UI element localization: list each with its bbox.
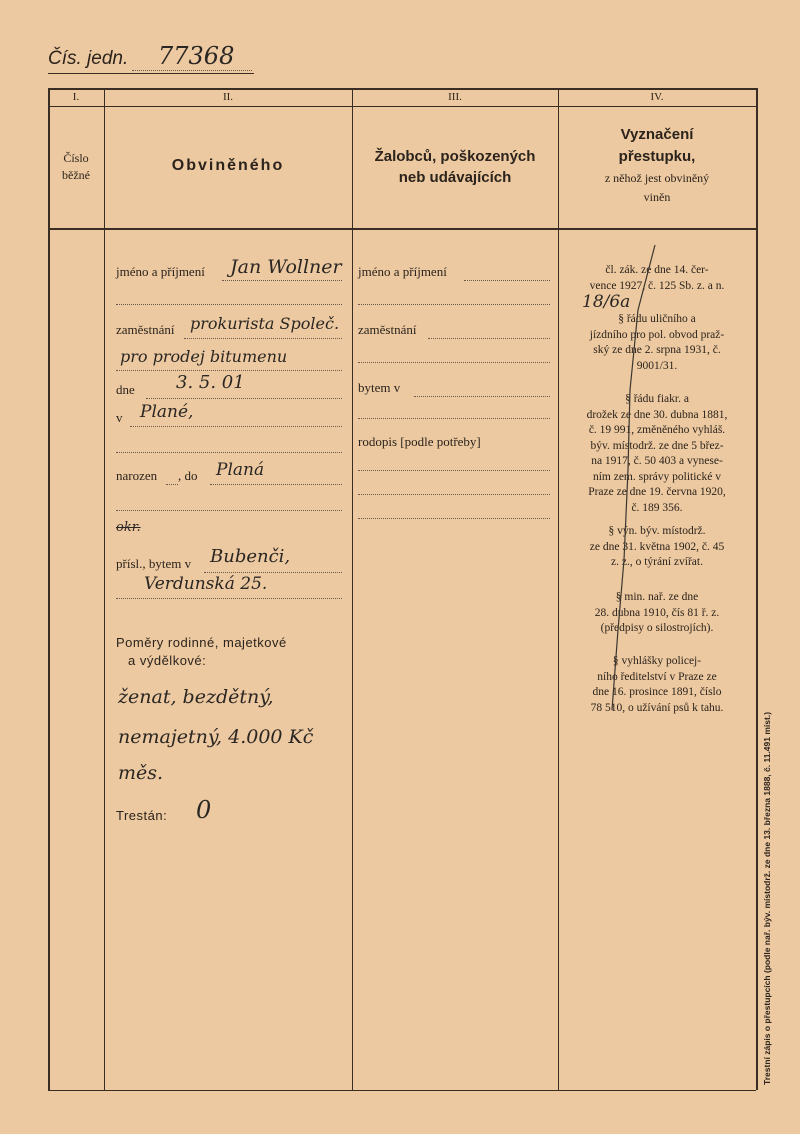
header-bottom-border — [48, 228, 756, 230]
complainant-blank-line-1 — [358, 304, 550, 305]
defendant-place-label: v — [116, 410, 123, 425]
offense-block-2-line3: ský ze dne 2. srpna 1931, č. — [593, 344, 721, 356]
file-number-underline — [48, 73, 254, 74]
defendant-blank-line-1 — [116, 304, 342, 305]
col4-header — [558, 124, 756, 206]
offense-block-3-line1: § řádu fiakr. a — [625, 393, 689, 405]
defendant-blank-line-2 — [116, 452, 342, 453]
table-bottom-border — [48, 1090, 756, 1091]
offense-block-5-line3: (předpisy o silostrojích). — [600, 622, 714, 634]
file-number-value: 77368 — [158, 42, 235, 70]
offense-block-4-line1: § výn. býv. místodrž. — [608, 525, 706, 537]
cancellation-stroke — [600, 240, 660, 720]
defendant-place-value: Plané, — [140, 402, 194, 422]
defendant-date-label: dne — [116, 382, 135, 397]
offense-block-2-line1: § řádu uličního a — [618, 313, 696, 325]
table-top-border — [48, 88, 756, 90]
defendant-occupation-line-2 — [116, 370, 342, 371]
col4-header-line2: přestupku, — [618, 148, 696, 165]
offense-block-6-line2: ního ředitelství v Praze ze — [597, 670, 717, 683]
file-number-line — [132, 70, 252, 71]
col4-header-line4: viněn — [643, 190, 671, 204]
offense-block-2-line2: jízdního pro pol. obvod praž- — [589, 328, 725, 341]
col3-divider — [558, 88, 559, 1090]
defendant-place-line — [130, 426, 342, 427]
defendant-name-label: jméno a příjmení — [116, 264, 205, 279]
offense-block-1-line2: vence 1927, č. 125 Sb. z. a n. — [589, 279, 725, 292]
col3-number: III. — [448, 91, 462, 103]
complainant-occupation-label: zaměstnání — [358, 322, 417, 337]
file-number-label: Čís. jedn. — [48, 48, 129, 69]
defendant-occupation-value-2: pro prodej bitumenu — [120, 347, 288, 366]
defendant-conditions-value-3: měs. — [118, 762, 164, 784]
defendant-date-line — [146, 398, 342, 399]
col1-number: I. — [72, 91, 80, 103]
complainant-blank-line-6 — [358, 518, 550, 519]
defendant-born-mid: , do — [178, 468, 198, 483]
side-note: Trestní zápis o přestupcích (podle nař. býv. místodrž. ze dne 13. března 1888, č. 11.491 míst.) — [762, 711, 772, 1085]
defendant-conditions-value-2: nemajetný, 4.000 Kč — [118, 726, 314, 748]
offense-block-2-line4: 9001/31. — [636, 359, 678, 372]
complainant-residence-line — [414, 396, 550, 397]
col2-divider — [352, 88, 353, 1090]
complainant-blank-line-4 — [358, 470, 550, 471]
defendant-domicile-line — [204, 572, 342, 573]
offense-block-5-line2: 28. dubna 1910, čís 81 ř. z. — [594, 606, 720, 619]
col3-header — [352, 146, 558, 188]
defendant-occupation-line — [184, 338, 342, 339]
complainant-name-line — [464, 280, 550, 281]
col3-header-line2: neb udávajících — [398, 169, 512, 186]
col2-header: Obviněného — [171, 157, 285, 174]
complainant-blank-line-5 — [358, 494, 550, 495]
col4-header-line1: Vyznačení — [620, 126, 694, 143]
defendant-domicile-value: Bubenči, — [210, 546, 291, 567]
col1-header-line1: Číslo — [63, 151, 89, 165]
offense-block-4-line3: z. z., o týrání zvířat. — [611, 556, 703, 568]
defendant-born-label: narozen — [116, 468, 158, 483]
col3-header-line1: Žalobců, poškozených — [374, 148, 536, 165]
defendant-born-line-a — [166, 484, 178, 485]
offense-block-1-line1: čl. zák. ze dne 14. čer- — [605, 264, 709, 276]
col1-header-line2: běžné — [62, 168, 90, 182]
offense-block-3-line5: na 1917, č. 50 403 a vynese- — [591, 455, 723, 467]
offense-block-3-line6: ním zem. správy politické v — [592, 470, 722, 483]
defendant-domicile-label: přísl., bytem v — [116, 556, 192, 571]
complainant-record-label: rodopis [podle potřeby] — [358, 434, 481, 449]
col4-number: IV. — [650, 91, 664, 103]
offense-block-3-line2: drožek ze dne 30. dubna 1881, — [586, 408, 728, 421]
col2-number: II. — [222, 91, 234, 103]
conditions-label-line1: Poměry rodinné, majetkové — [116, 635, 287, 650]
col4-header-line3: z něhož jest obviněný — [604, 171, 710, 185]
defendant-punished-label: Trestán: — [116, 808, 168, 823]
table-left-border — [48, 88, 50, 1090]
defendant-crossed-value: okr. — [116, 520, 141, 535]
defendant-street-value: Verdunská 25. — [144, 574, 268, 594]
offense-block-6-line1: § vyhlášky policej- — [612, 655, 702, 667]
col1-header — [48, 150, 104, 184]
defendant-born-line-b — [210, 484, 342, 485]
complainant-blank-line-3 — [358, 418, 550, 419]
offense-block-4-line2: ze dne 31. května 1902, č. 45 — [589, 540, 725, 553]
offense-block-6-line3: dne 16. prosince 1891, číslo — [592, 686, 722, 698]
defendant-born-value: Planá — [216, 460, 265, 480]
offense-block-3-line3: č. 19 991, změněného vyhláš. — [588, 424, 726, 436]
defendant-name-line — [222, 280, 342, 281]
defendant-blank-line-3 — [116, 510, 342, 511]
defendant-date-value: 3. 5. 01 — [176, 372, 245, 393]
defendant-occupation-label: zaměstnání — [116, 322, 175, 337]
defendant-conditions-value-1: ženat, bezdětný, — [118, 686, 274, 708]
offense-block-3-line4: býv. místodrž. ze dne 5 břez- — [590, 439, 724, 452]
defendant-conditions-label — [116, 634, 346, 670]
defendant-punished-value: 0 — [196, 796, 212, 824]
offense-block-3-line8: č. 189 356. — [631, 501, 683, 514]
col1-divider — [104, 88, 105, 1090]
complainant-occupation-line — [428, 338, 550, 339]
defendant-occupation-value-1: prokurista Společ. — [190, 314, 340, 333]
offense-block-3-line7: Praze ze dne 19. června 1920, — [588, 486, 726, 498]
conditions-label-line2: a výdělkové: — [128, 653, 207, 668]
complainant-residence-label: bytem v — [358, 380, 401, 395]
roman-row-border — [48, 106, 756, 107]
offense-block-6-line4: 78 510, o užívání psů k tahu. — [590, 701, 724, 714]
complainant-blank-line-2 — [358, 362, 550, 363]
offense-block-2-hand-value: 18/6a — [582, 292, 631, 312]
defendant-name-value: Jan Wollner — [230, 256, 342, 278]
table-right-border — [756, 88, 758, 1090]
complainant-name-label: jméno a příjmení — [358, 264, 447, 279]
defendant-street-line — [116, 598, 342, 599]
offense-block-5-line1: § min. nař. ze dne — [615, 591, 699, 603]
